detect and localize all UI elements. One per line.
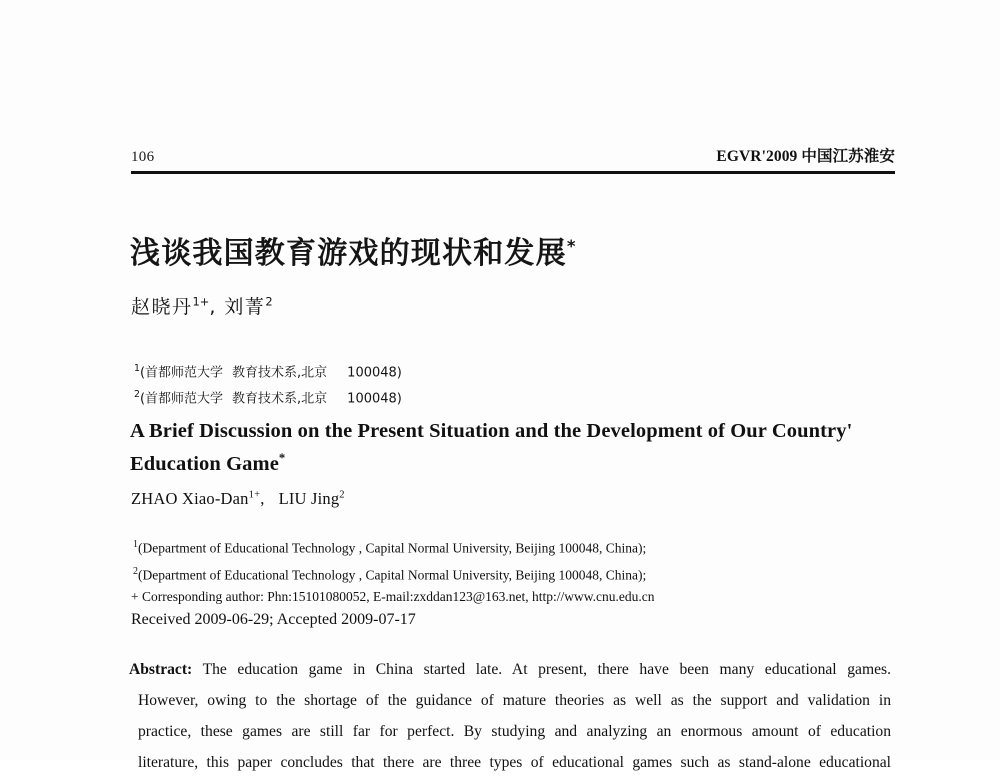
english-affiliation-2-text: (Department of Educational Technology , Capital Normal University, Beijing 100048, China); xyxy=(138,567,647,582)
english-title-line-2: Education Game xyxy=(130,452,279,475)
header-rule xyxy=(131,171,895,174)
abstract-label: Abstract: xyxy=(129,661,193,678)
english-title-line-1: A Brief Discussion on the Present Situation and the Development of Our Country' xyxy=(130,420,853,442)
abstract-line-3: practice, these games are still far for perfect. By studying and analyzing an enormous amount of education xyxy=(138,723,891,740)
chinese-affiliation-2-postcode: 100048) xyxy=(347,391,402,407)
chinese-affiliation-1-postcode: 100048) xyxy=(347,365,402,381)
chinese-affiliation-1-department: 教育技术系,北京 xyxy=(232,365,328,381)
chinese-title xyxy=(130,228,575,272)
chinese-affiliations xyxy=(134,358,402,411)
chinese-author-1-marker: 1+ xyxy=(192,294,210,309)
english-affiliation-1-text: (Department of Educational Technology , Capital Normal University, Beijing 100048, China); xyxy=(138,540,647,556)
chinese-affiliation-2-university: (首都师范大学 xyxy=(139,391,224,407)
chinese-title-text: 浅谈我国教育游戏的现状和发展 xyxy=(130,236,567,271)
abstract-line-4: literature, this paper concludes that there are three types of educational games such as stand-alone educational xyxy=(138,754,891,771)
conference-name: EGVR'2009 中国江苏淮安 xyxy=(716,148,895,165)
abstract-line-1 xyxy=(129,654,891,685)
english-author-2-marker: 2 xyxy=(339,489,345,501)
english-affiliation-2 xyxy=(133,560,646,587)
chinese-author-2: 刘菁 xyxy=(224,296,266,318)
chinese-author-separator: , xyxy=(209,296,217,318)
chinese-affiliation-2 xyxy=(134,384,402,410)
chinese-author-2-marker: 2 xyxy=(265,294,273,309)
chinese-affiliation-2-department: 教育技术系,北京 xyxy=(232,391,328,407)
english-affiliation-1-marker: 1 xyxy=(133,539,138,550)
page-number: 106 xyxy=(131,149,155,165)
running-header xyxy=(131,144,895,166)
corresponding-author-line: + Corresponding author: Phn:15101080052, E-mail:zxddan123@163.net, http://www.cnu.edu.cn xyxy=(131,589,655,604)
abstract-line-1-text: The education game in China started late. At present, there have been many educational games. xyxy=(202,661,891,678)
english-title-footnote-marker: * xyxy=(278,451,286,465)
english-author-2: LIU Jing xyxy=(278,489,340,508)
english-affiliation-1 xyxy=(133,533,646,560)
abstract-line-2: However, owing to the shortage of the guidance of mature theories as well as the support and validation in xyxy=(138,692,891,709)
chinese-affiliation-2-marker: 2 xyxy=(134,389,140,401)
chinese-affiliation-1-university: (首都师范大学 xyxy=(139,365,224,381)
english-author-separator: , xyxy=(260,489,265,508)
english-affiliations xyxy=(133,533,646,586)
english-title xyxy=(130,418,896,478)
chinese-affiliation-1 xyxy=(134,358,402,384)
chinese-authors xyxy=(131,292,273,319)
chinese-author-1: 赵晓丹 xyxy=(131,296,193,318)
english-author-1-marker: 1+ xyxy=(248,489,261,501)
abstract-block xyxy=(129,654,891,778)
english-author-1: ZHAO Xiao-Dan xyxy=(131,489,249,508)
chinese-title-footnote-marker: * xyxy=(566,237,576,256)
english-affiliation-2-marker: 2 xyxy=(133,565,138,577)
english-authors xyxy=(131,489,345,509)
chinese-affiliation-1-marker: 1 xyxy=(134,363,140,374)
received-accepted-dates: Received 2009-06-29; Accepted 2009-07-17 xyxy=(131,611,416,628)
